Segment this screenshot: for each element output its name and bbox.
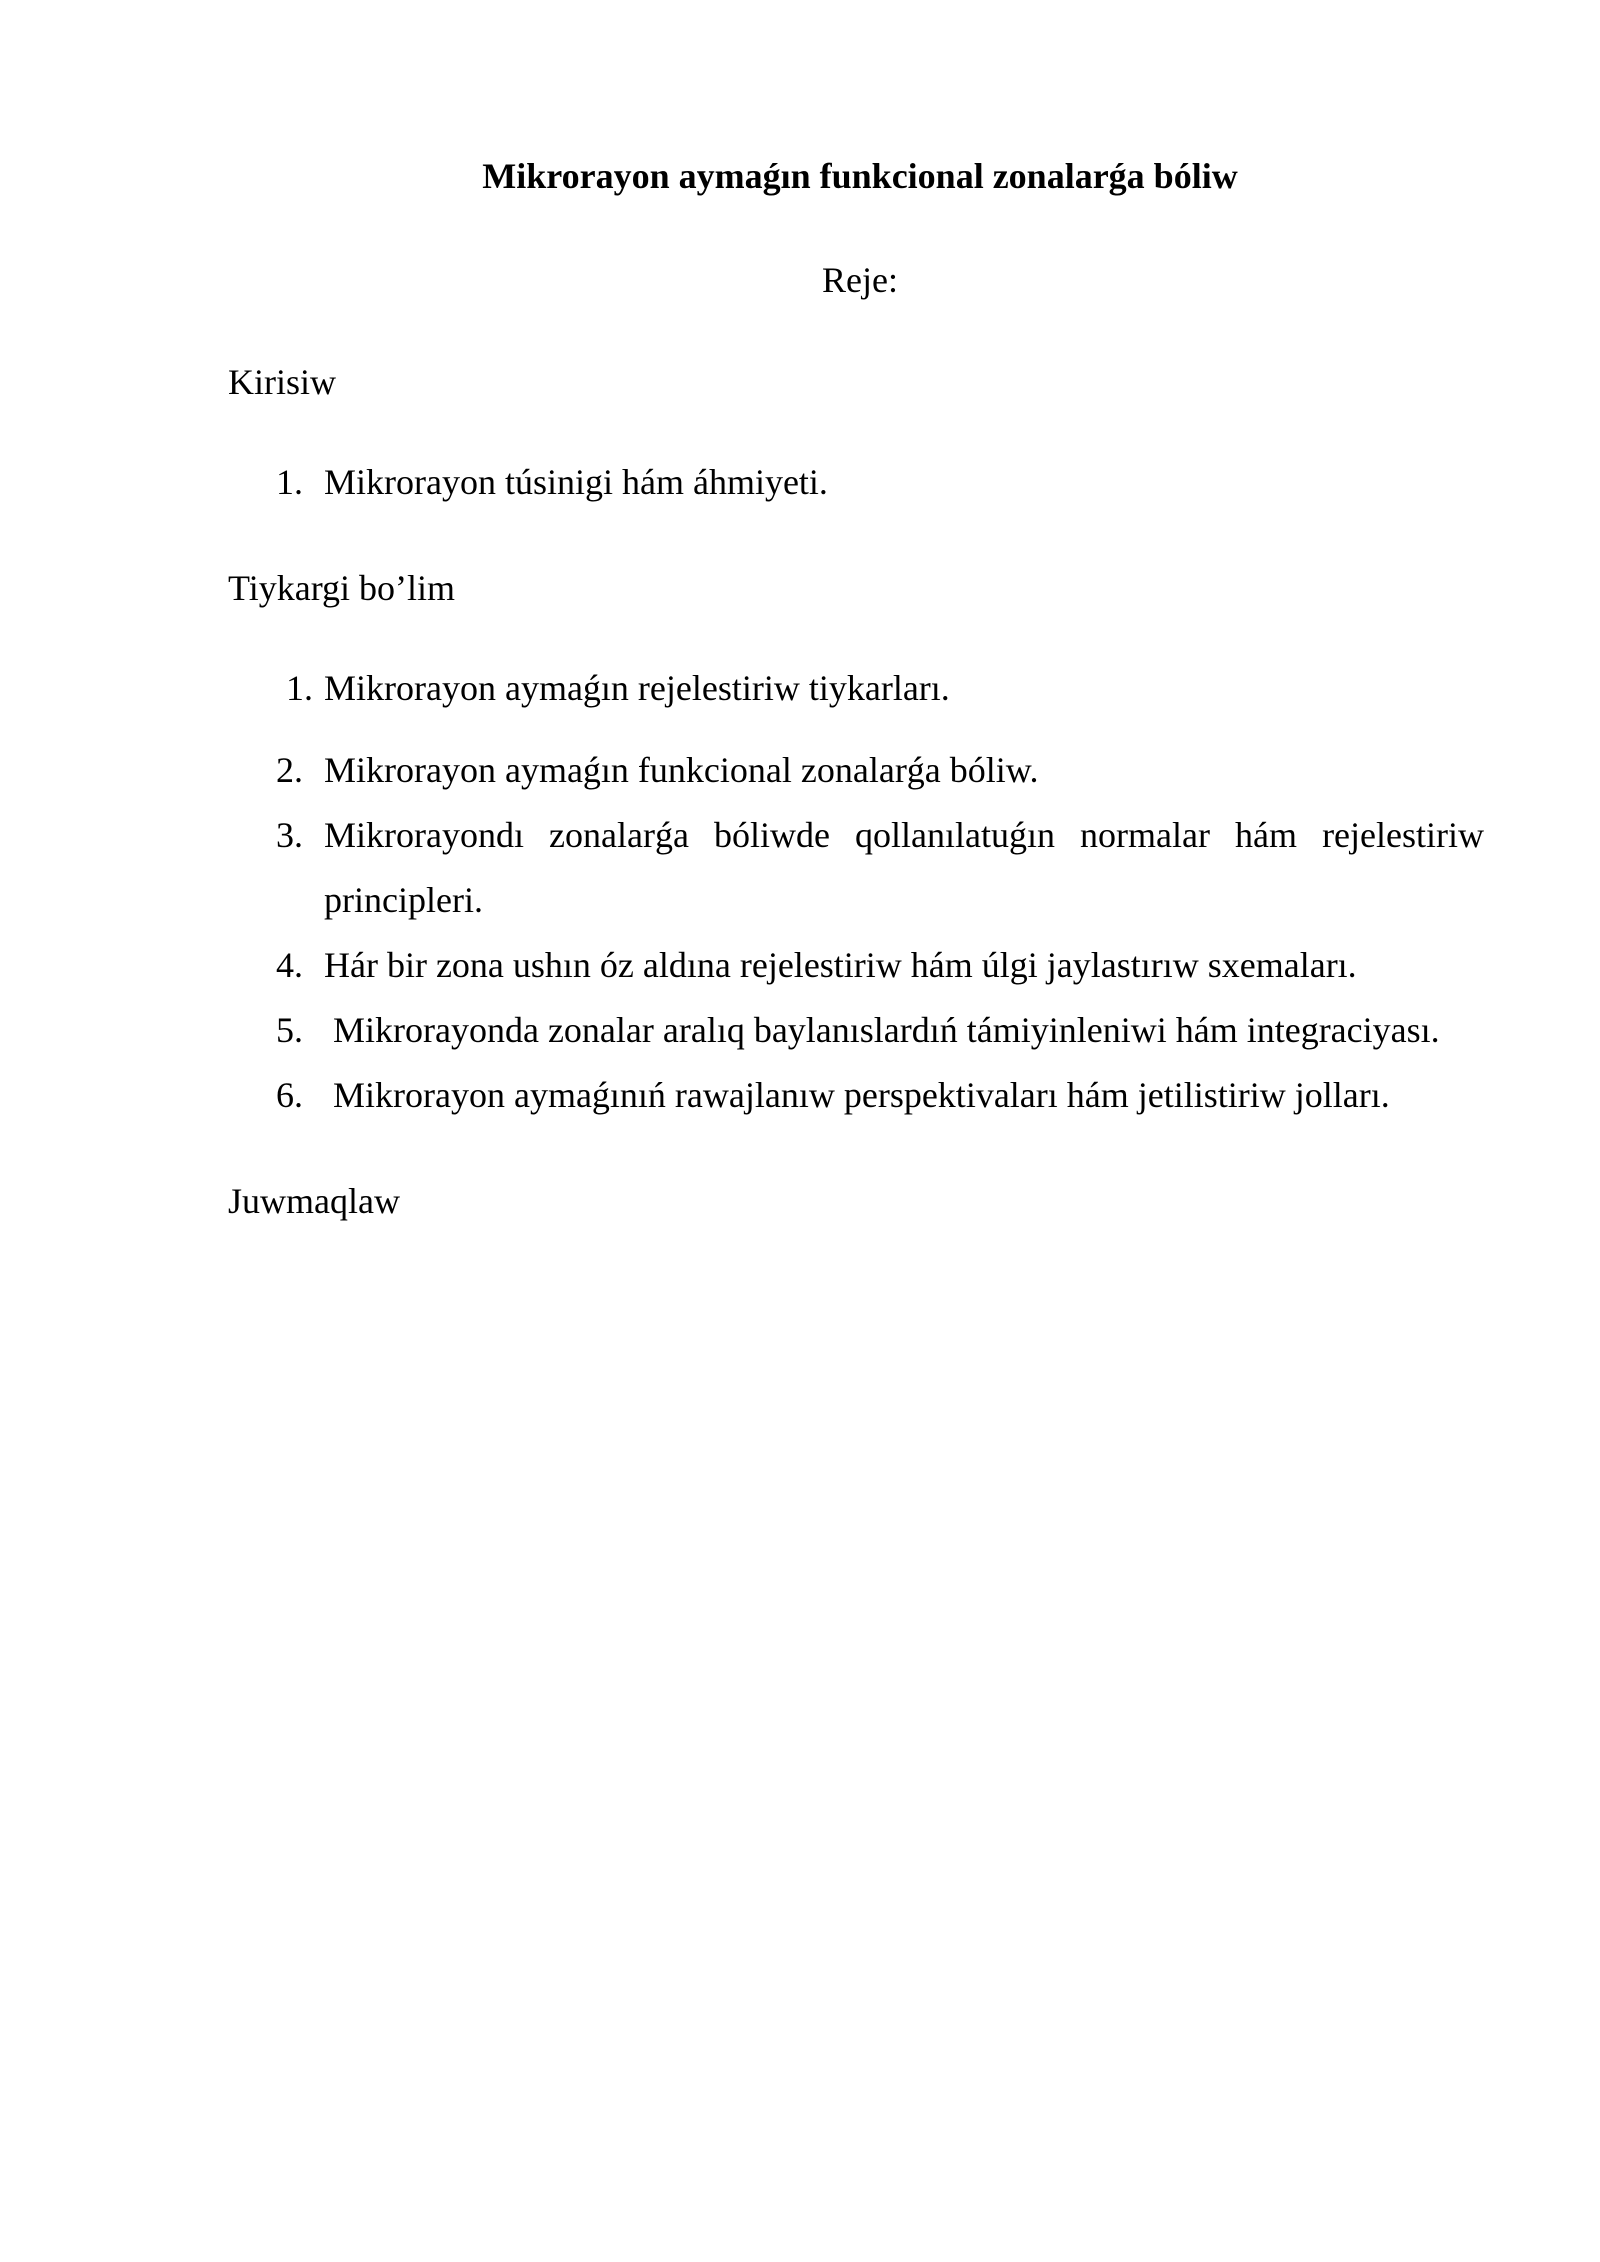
list-item-text: Mikrorayon aymaǵın funkcional zonalarǵa bóliw. [324,750,1039,790]
list-item [276,998,1484,1063]
list-item-number: 1. [276,462,303,502]
list-item-number: 4. [276,945,303,985]
list-item-text: Mikrorayon túsinigi hám áhmiyeti. [324,462,828,502]
list-item-number: 5. [276,1010,303,1050]
document-subtitle: Reje: [822,260,898,300]
list-item [276,450,1484,515]
list-item [276,738,1484,803]
document-title: Mikrorayon aymaǵın funkcional zonalarǵa bóliw [482,156,1238,196]
list-item-number: 6. [276,1075,303,1115]
list-item-number: 1. [286,668,313,708]
list-item [276,656,1484,721]
section-heading-introduction: Kirisiw [228,362,336,402]
list-item [276,1063,1484,1128]
list-item-number: 3. [276,815,303,855]
list-item [276,933,1484,998]
list-item-text: Mikrorayon aymaǵınıń rawajlanıw perspektivaları hám jetilistiriw jolları. [333,1075,1390,1115]
list-item-text: Mikrorayon aymaǵın rejelestiriw tiykarları. [324,668,950,708]
list-item-text: Hár bir zona ushın óz aldına rejelestiriw hám úlgi jaylastırıw sxemaları. [324,945,1357,985]
list-item [276,803,1484,933]
list-item-number: 2. [276,750,303,790]
list-item-text: Mikrorayonda zonalar aralıq baylanıslardıń támiyinleniwi hám integraciyası. [333,1010,1440,1050]
section-heading-main-part: Tiykargi bo’lim [228,568,456,608]
list-item-text: Mikrorayondı zonalarǵa bóliwde qollanılatuǵın normalar hám rejelestiriw principleri. [324,815,1484,920]
section-heading-conclusion: Juwmaqlaw [228,1181,400,1221]
